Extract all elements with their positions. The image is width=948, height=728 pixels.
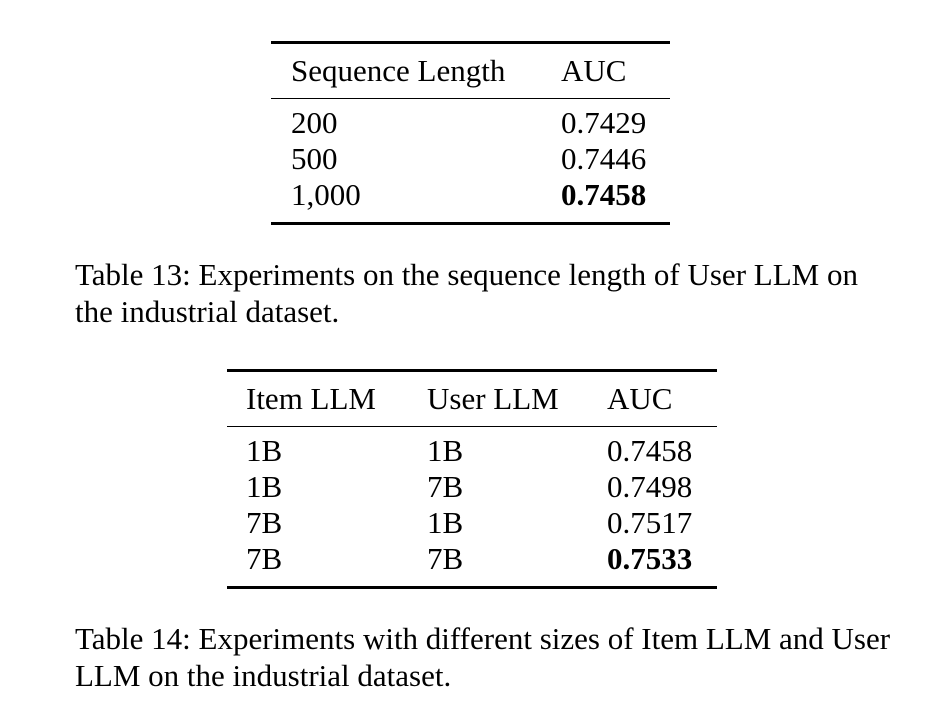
cell-sequence-length: 200 bbox=[291, 105, 338, 140]
table-row bbox=[227, 469, 717, 505]
table-row bbox=[227, 505, 717, 541]
header-user-llm: User LLM bbox=[427, 371, 607, 427]
cell-user-llm: 1B bbox=[427, 505, 464, 540]
table-13-caption: Table 13: Experiments on the sequence length of User LLM on the industrial dataset. bbox=[75, 257, 858, 329]
cell-auc: 0.7517 bbox=[607, 505, 693, 540]
cell-item-llm: 1B bbox=[246, 469, 283, 504]
cell-sequence-length: 1,000 bbox=[291, 177, 361, 212]
cell-user-llm: 1B bbox=[427, 433, 464, 468]
cell-user-llm: 7B bbox=[427, 541, 464, 576]
cell-auc: 0.7498 bbox=[607, 469, 693, 504]
table-13 bbox=[271, 41, 670, 225]
table-header-row bbox=[227, 371, 717, 427]
header-auc: AUC bbox=[561, 43, 670, 99]
table-row bbox=[227, 427, 717, 470]
table-14-caption: Table 14: Experiments with different sizes of Item LLM and User LLM on the industrial dataset. bbox=[75, 621, 891, 693]
header-sequence-length: Sequence Length bbox=[271, 43, 561, 99]
cell-auc: 0.7429 bbox=[561, 105, 647, 140]
cell-auc: 0.7446 bbox=[561, 141, 647, 176]
cell-item-llm: 7B bbox=[246, 541, 283, 576]
cell-sequence-length: 500 bbox=[291, 141, 338, 176]
table-row bbox=[271, 177, 670, 224]
cell-item-llm: 7B bbox=[246, 505, 283, 540]
cell-user-llm: 7B bbox=[427, 469, 464, 504]
cell-auc-best: 0.7533 bbox=[607, 541, 693, 576]
cell-auc-best: 0.7458 bbox=[561, 177, 647, 212]
header-auc: AUC bbox=[607, 371, 717, 427]
table-row bbox=[271, 99, 670, 142]
header-item-llm: Item LLM bbox=[227, 371, 427, 427]
table-header-row bbox=[271, 43, 670, 99]
table-row bbox=[271, 141, 670, 177]
cell-item-llm: 1B bbox=[246, 433, 283, 468]
table-row bbox=[227, 541, 717, 588]
cell-auc: 0.7458 bbox=[607, 433, 693, 468]
table-14 bbox=[227, 369, 717, 589]
